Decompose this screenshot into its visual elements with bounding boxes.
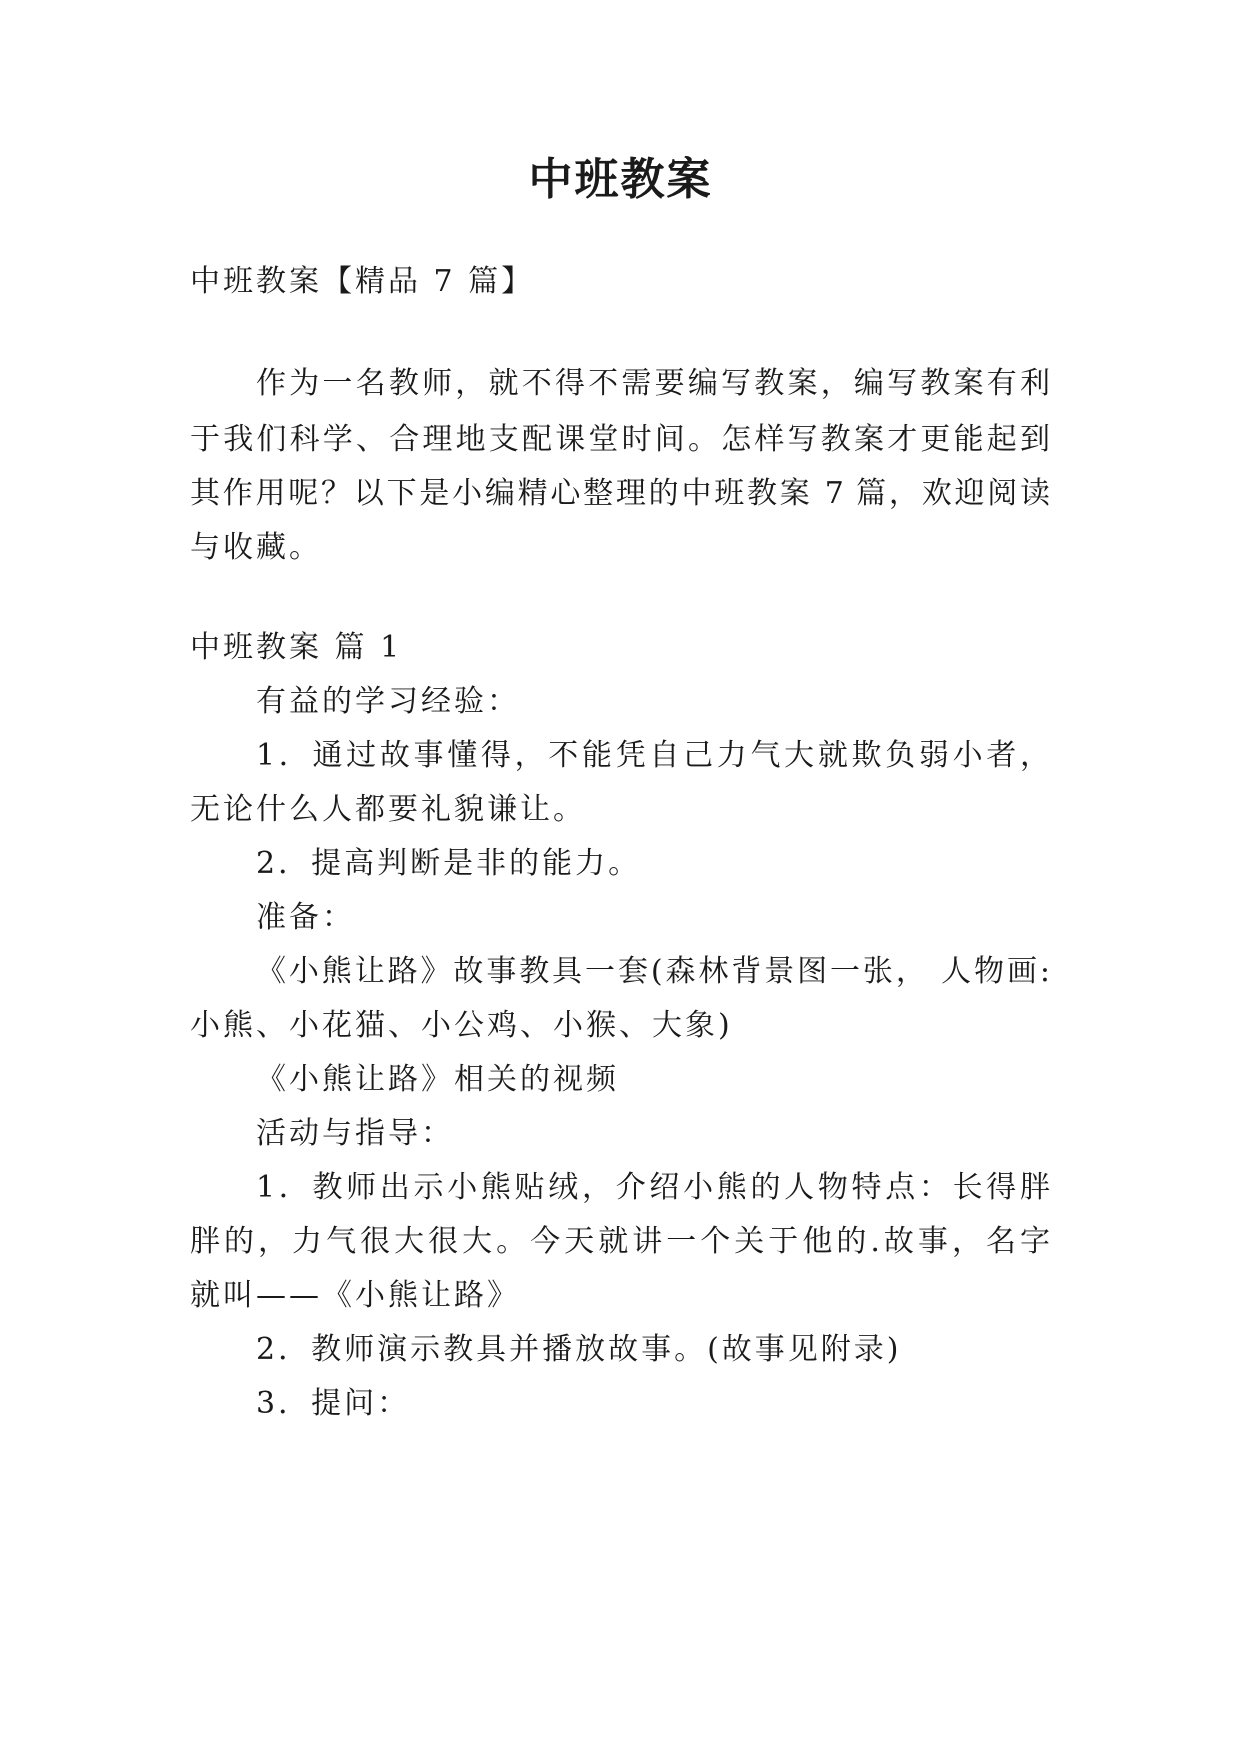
prep-item-1-line-2: 小熊、小花猫、小公鸡、小猴、大象) [190,1008,733,1043]
document-subtitle: 中班教案【精品 7 篇】 [190,264,535,299]
intro-line-2: 于我们科学、合理地支配课堂时间。怎样写教案才更能起到 [190,422,1050,457]
intro-line-4: 与收藏。 [190,530,322,565]
experience-heading: 有益的学习经验： [256,684,520,719]
prep-item-2: 《小熊让路》相关的视频 [256,1062,619,1097]
prep-heading: 准备： [256,900,355,935]
activity-item-1-line-2: 胖的，力气很大很大。今天就讲一个关于他的.故事，名字 [190,1224,1050,1259]
prep-item-1-line-1: 《小熊让路》故事教具一套(森林背景图一张， 人物画: [256,954,1050,989]
intro-line-1: 作为一名教师，就不得不需要编写教案，编写教案有利 [256,366,1050,401]
activity-heading: 活动与指导： [256,1116,454,1151]
page-title: 中班教案 [528,154,713,205]
experience-item-1-line-1: 1．通过故事懂得，不能凭自己力气大就欺负弱小者， [256,738,1050,773]
activity-item-1-line-3: 就叫——《小熊让路》 [190,1278,520,1313]
experience-item-1-line-2: 无论什么人都要礼貌谦让。 [190,792,586,827]
intro-line-3: 其作用呢？以下是小编精心整理的中班教案 7 篇，欢迎阅读 [190,476,1050,511]
section-heading: 中班教案 篇 1 [190,630,403,665]
experience-item-2: 2．提高判断是非的能力。 [256,846,642,881]
activity-item-3: 3．提问： [256,1386,411,1421]
activity-item-2: 2．教师演示教具并播放故事。(故事见附录) [256,1332,902,1367]
activity-item-1-line-1: 1．教师出示小熊贴绒，介绍小熊的人物特点：长得胖 [256,1170,1050,1205]
